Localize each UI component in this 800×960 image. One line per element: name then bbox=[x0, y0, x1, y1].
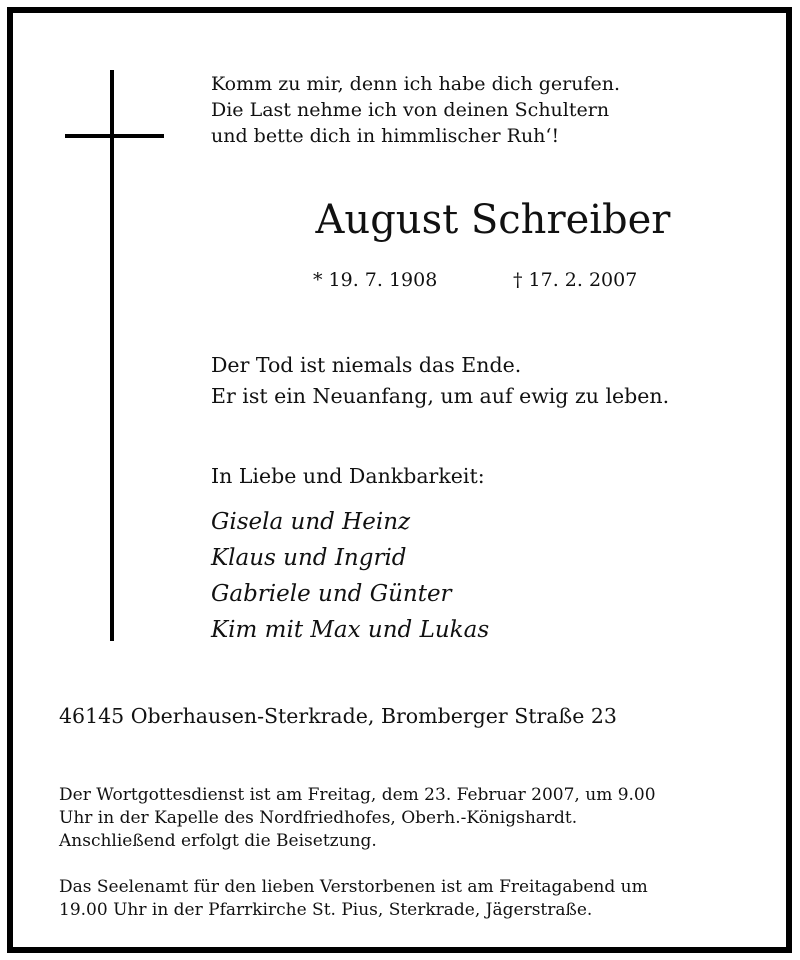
service-line: 19.00 Uhr in der Pfarrkirche St. Pius, Sterkrade, Jägerstraße. bbox=[59, 900, 593, 920]
obituary-frame bbox=[7, 7, 792, 953]
service-line: Das Seelenamt für den lieben Verstorbenen ist am Freitagabend um bbox=[59, 877, 648, 897]
cross-icon-horizontal-bar bbox=[65, 134, 164, 138]
mourner-entry: Gabriele und Günter bbox=[211, 581, 452, 607]
verse-line: und bette dich in himmlischer Ruh‘! bbox=[211, 125, 560, 147]
deceased-name: August Schreiber bbox=[315, 197, 671, 243]
memorial-quote bbox=[211, 350, 771, 412]
verse-line: Komm zu mir, denn ich habe dich gerufen. bbox=[211, 73, 621, 95]
mourner-entry: Kim mit Max und Lukas bbox=[211, 617, 490, 643]
cross-icon-vertical-bar bbox=[110, 70, 114, 641]
bible-verse bbox=[211, 71, 681, 149]
funeral-service-notice bbox=[59, 784, 779, 853]
quote-line: Er ist ein Neuanfang, um auf ewig zu leben. bbox=[211, 384, 670, 408]
service-line: Uhr in der Kapelle des Nordfriedhofes, Oberh.-Königshardt. bbox=[59, 808, 578, 828]
service-line: Der Wortgottesdienst ist am Freitag, dem 23. Februar 2007, um 9.00 bbox=[59, 785, 656, 805]
quote-line: Der Tod ist niemals das Ende. bbox=[211, 353, 522, 377]
verse-line: Die Last nehme ich von deinen Schultern bbox=[211, 99, 610, 121]
thanks-heading: In Liebe und Dankbarkeit: bbox=[211, 464, 485, 488]
family-address: 46145 Oberhausen-Sterkrade, Bromberger Straße 23 bbox=[59, 704, 617, 728]
mourners-list bbox=[211, 504, 631, 648]
requiem-mass-notice bbox=[59, 876, 779, 922]
birth-date: * 19. 7. 1908 bbox=[313, 269, 438, 291]
mourner-entry: Gisela und Heinz bbox=[211, 509, 411, 535]
mourner-entry: Klaus und Ingrid bbox=[211, 545, 407, 571]
death-date: † 17. 2. 2007 bbox=[513, 269, 638, 291]
service-line: Anschließend erfolgt die Beisetzung. bbox=[59, 831, 377, 851]
